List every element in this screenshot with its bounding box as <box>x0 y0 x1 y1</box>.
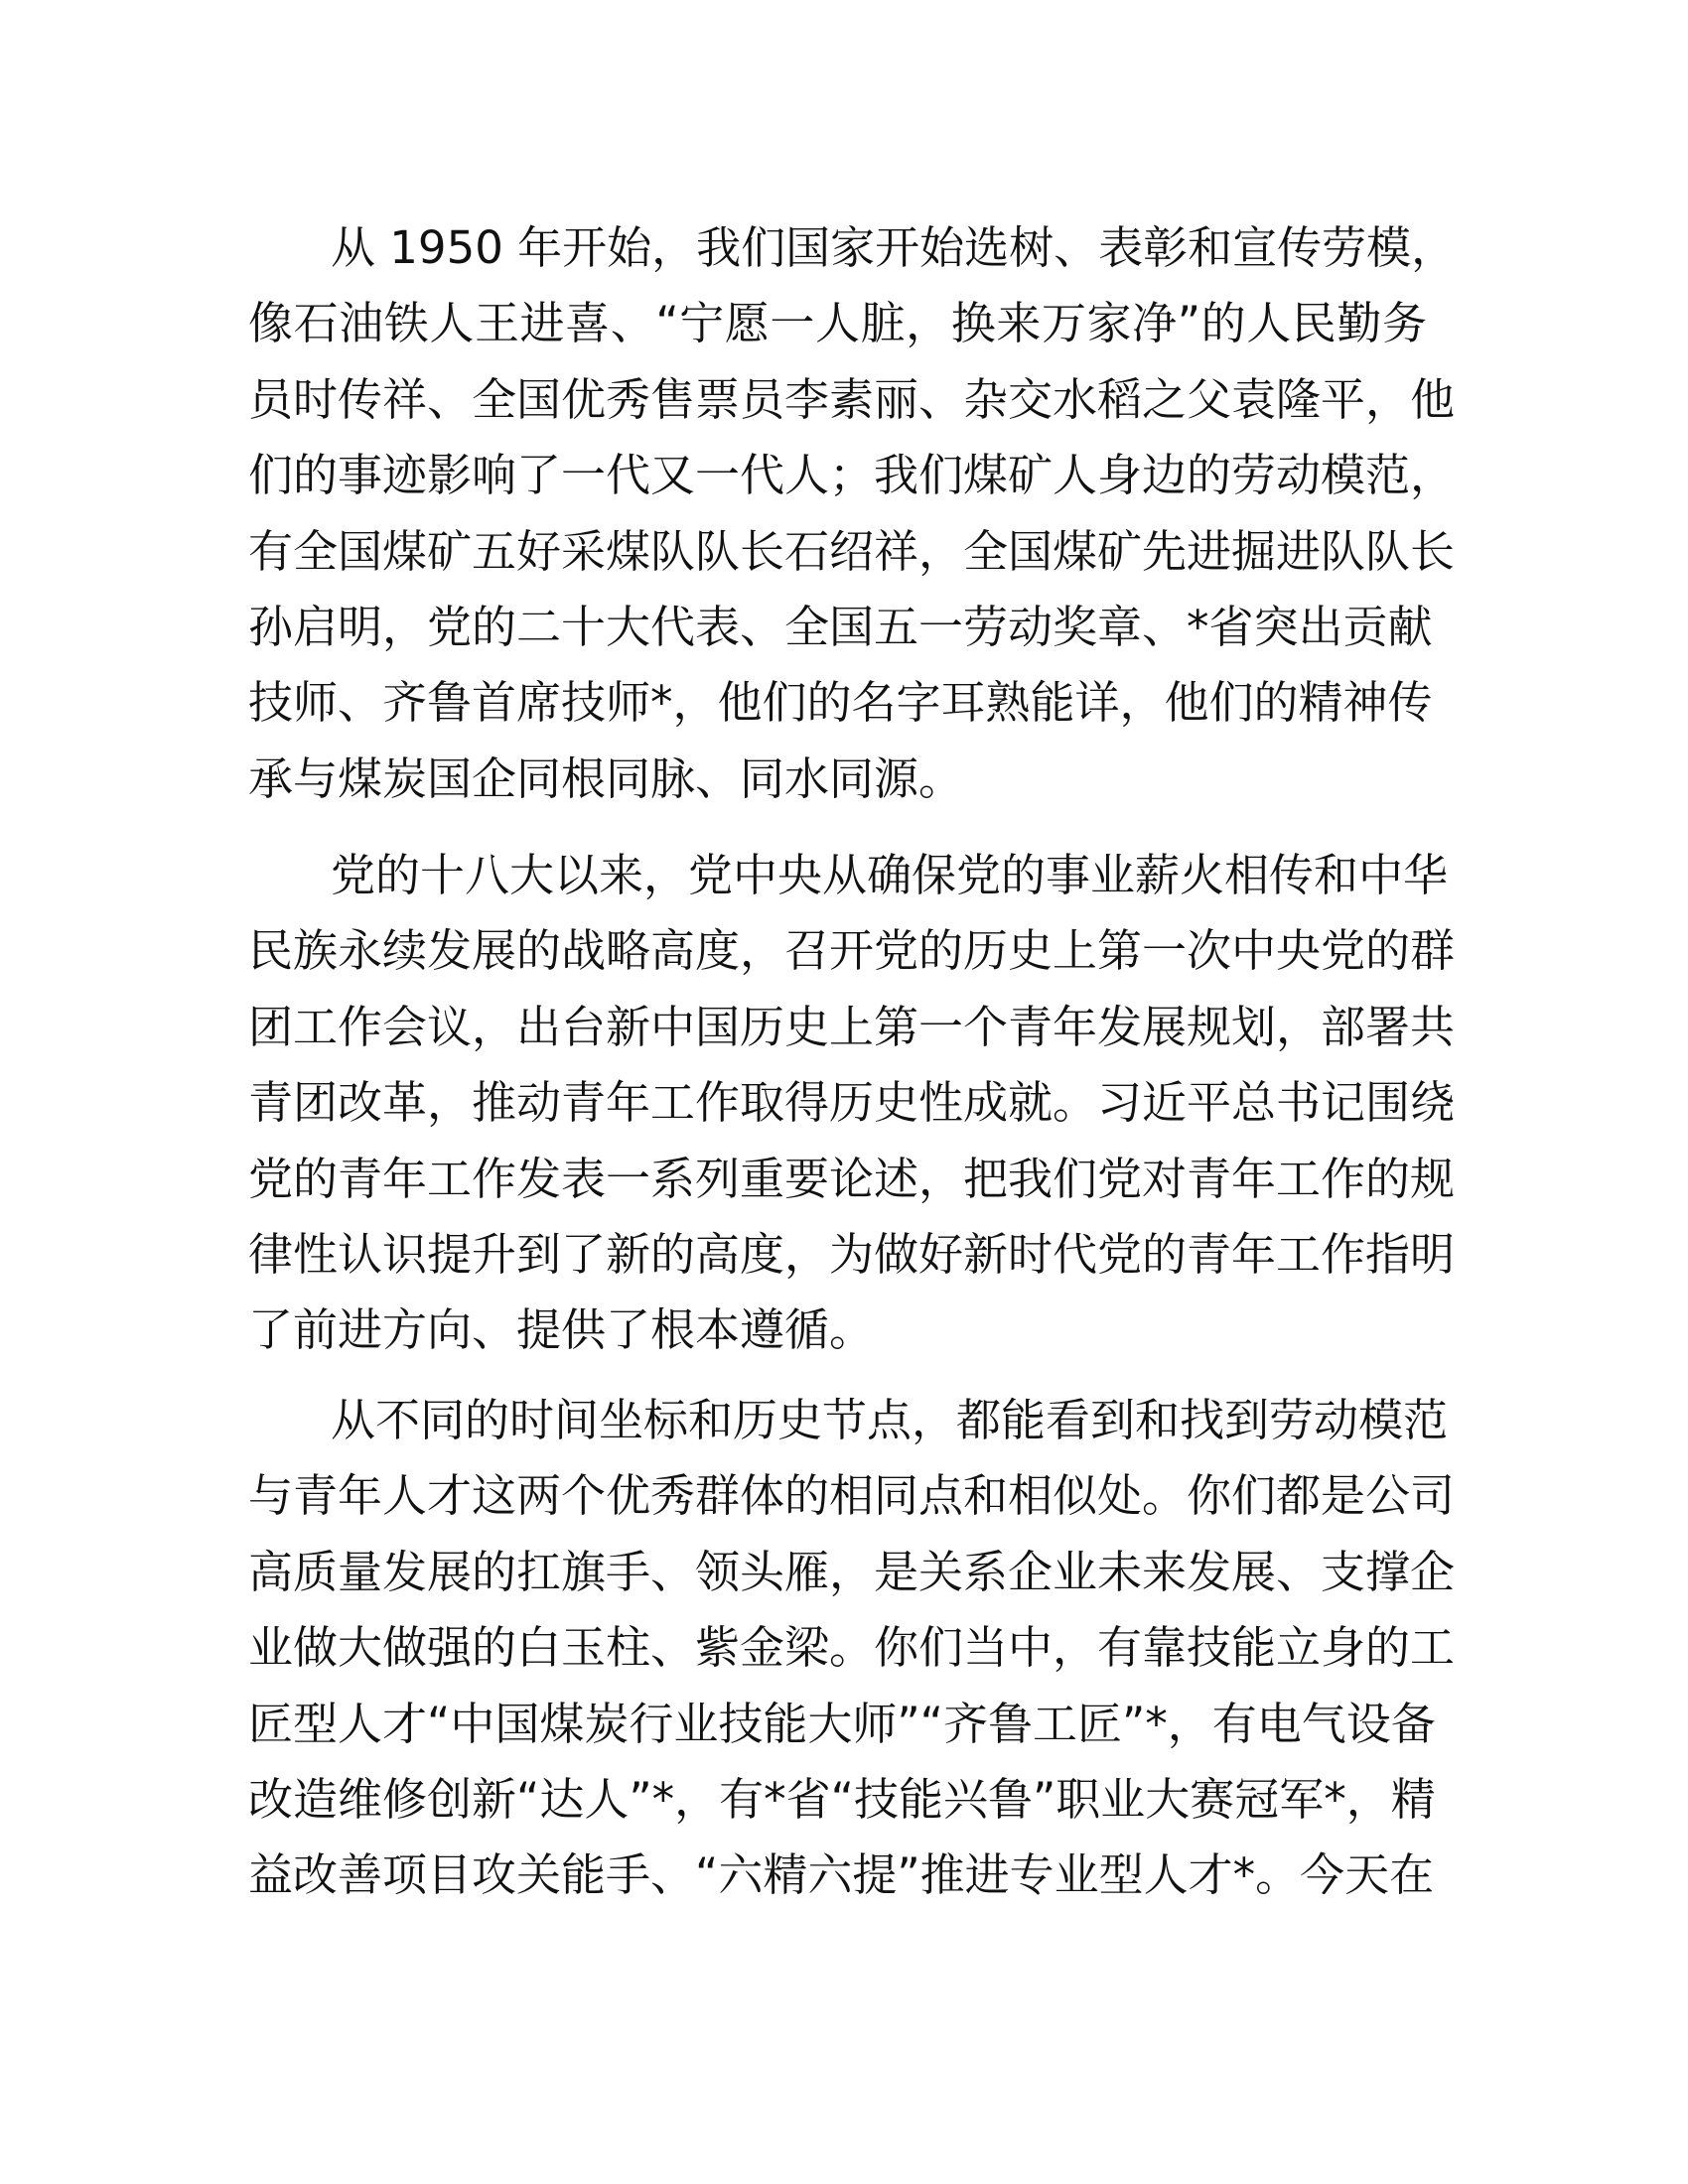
text-line: 民族永续发展的战略高度，召开党的历史上第一次中央党的群 <box>248 924 1456 978</box>
text-line: 党的青年工作发表一系列重要论述，把我们党对青年工作的规 <box>248 1152 1456 1205</box>
text-line: 高质量发展的扛旗手、领头雁，是关系企业未来发展、支撑企 <box>248 1545 1456 1598</box>
text-line: 承与煤炭国企同根同脉、同水同源。 <box>248 751 964 805</box>
text-line: 律性认识提升到了新的高度，为做好新时代党的青年工作指明 <box>248 1228 1456 1281</box>
text-line: 有全国煤矿五好采煤队队长石绍祥，全国煤矿先进掘进队队长 <box>248 524 1456 578</box>
text-line: 与青年人才这两个优秀群体的相同点和相似处。你们都是公司 <box>248 1469 1456 1523</box>
text-line: 孙启明，党的二十大代表、全国五一劳动奖章、*省突出贡献 <box>248 601 1433 653</box>
text-line: 从 1950 年开始，我们国家开始选树、表彰和宣传劳模， <box>331 221 1457 274</box>
text-line: 从不同的时间坐标和历史节点，都能看到和找到劳动模范 <box>331 1394 1449 1446</box>
text-line: 团工作会议，出台新中国历史上第一个青年发展规划，部署共 <box>248 1000 1456 1053</box>
text-line: 业做大做强的白玉柱、紫金梁。你们当中，有靠技能立身的工 <box>248 1621 1456 1675</box>
text-line: 青团改革，推动青年工作取得历史性成就。习近平总书记围绕 <box>248 1076 1456 1130</box>
text-line: 匠型人才“中国煤炭行业技能大师”“齐鲁工匠”*，有电气设备 <box>248 1697 1436 1750</box>
text-line: 党的十八大以来，党中央从确保党的事业薪火相传和中华 <box>331 849 1449 901</box>
text-line: 益改善项目攻关能手、“六精六提”推进专业型人才*。今天在 <box>248 1848 1435 1902</box>
text-line: 员时传祥、全国优秀售票员李素丽、杂交水稻之父袁隆平，他 <box>248 372 1456 426</box>
text-line: 们的事迹影响了一代又一代人；我们煤矿人身边的劳动模范， <box>248 449 1456 502</box>
text-line: 像石油铁人王进喜、“宁愿一人脏，换来万家净”的人民勤务 <box>248 297 1427 350</box>
text-line: 技师、齐鲁首席技师*，他们的名字耳熟能详，他们的精神传 <box>248 676 1433 730</box>
text-line: 改造维修创新“达人”*，有*省“技能兴鲁”职业大赛冠军*，精 <box>248 1773 1436 1826</box>
text-line: 了前进方向、提供了根本遵循。 <box>248 1303 875 1357</box>
